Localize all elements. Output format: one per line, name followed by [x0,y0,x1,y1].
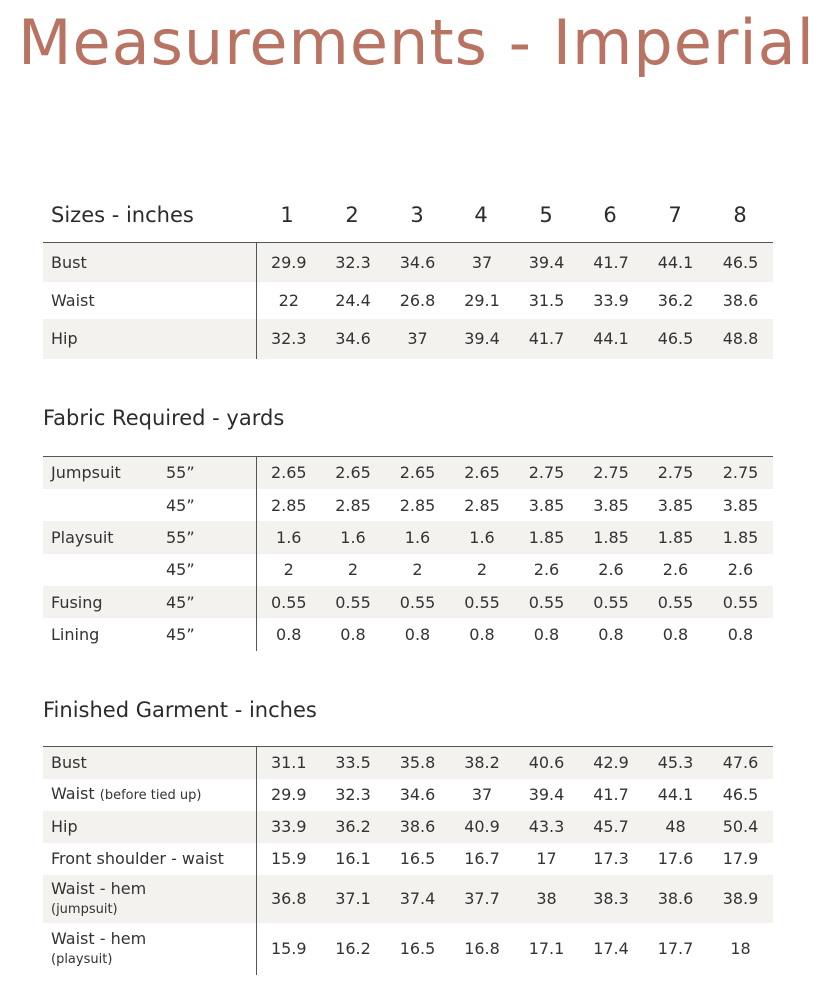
fabric-width: 45” [166,560,195,580]
table-cell: 0.8 [469,625,495,645]
table-cell: 37.7 [450,875,514,923]
table-cell: 0.55 [321,586,385,618]
row-label: Bust [43,243,256,282]
table-cell: 17.9 [722,849,759,868]
table-cell: 42.9 [579,747,643,779]
table-cell: 37 [385,319,450,359]
row-label: Jumpsuit [43,457,166,489]
table-cell: 40.9 [450,811,514,843]
table-cell: 1.6 [321,521,385,553]
size-label: 5 [539,203,553,227]
table-cell: 26.8 [399,290,436,310]
table-row [43,923,773,975]
row-label: Waist - hem [51,928,147,948]
row-label [43,554,166,586]
size-label: 3 [410,203,424,227]
table-row [43,618,773,650]
table-cell: 36.2 [321,811,385,843]
size-label: 1 [280,203,294,227]
table-cell: 34.6 [321,319,385,359]
table-cell: 16.2 [335,939,371,958]
row-label: Playsuit [43,521,166,553]
fabric-width: 45” [166,495,195,515]
table-cell: 38.2 [450,747,514,779]
table-cell: 17 [536,849,557,868]
table-cell: 16.7 [464,849,500,868]
table-cell: 2.6 [662,560,689,580]
table-cell: 0.55 [579,586,643,618]
table-cell: 38.3 [579,875,643,923]
table-cell: 16.8 [464,939,500,958]
table-cell: 2 [412,560,423,580]
table-cell: 2.85 [464,495,500,515]
row-note: (jumpsuit) [51,901,118,917]
table-cell: 32.3 [321,243,385,282]
table-cell: 31.5 [528,290,565,310]
table-cell: 2 [347,560,359,580]
table-cell: 1.85 [514,521,579,553]
fabric-width: 55” [166,457,256,489]
fabric-table [43,456,773,651]
table-cell: 33.9 [593,290,629,310]
table-row [43,243,773,282]
table-cell: 0.8 [533,625,560,645]
table-cell: 2.75 [579,457,643,489]
table-cell: 45.7 [579,811,643,843]
table-cell: 0.55 [450,586,514,618]
table-row [43,779,773,811]
table-cell: 2 [256,554,321,586]
table-cell: 0.8 [404,625,431,645]
table-cell: 3.85 [657,495,694,515]
fabric-width: 55” [166,521,256,553]
table-cell: 3.85 [593,495,629,515]
table-cell: 2.65 [385,457,450,489]
table-cell: 38.9 [708,875,773,923]
finished-garment-table [43,746,773,975]
table-cell: 16.1 [335,849,371,868]
row-label-cell [43,875,256,923]
table-cell: 16.5 [399,849,436,868]
table-cell: 3.85 [722,495,759,515]
table-cell: 2.6 [727,560,754,580]
table-cell: 44.1 [643,243,708,282]
table-cell: 40.6 [514,747,579,779]
table-cell: 15.9 [256,843,321,875]
table-cell: 18 [730,939,751,958]
table-cell: 24.4 [335,290,371,310]
row-label-cell [43,779,256,811]
table-cell: 2.75 [643,457,708,489]
size-label: 6 [603,203,617,227]
table-cell: 37.4 [385,875,450,923]
page-title: Measurements - Imperial [18,6,815,79]
row-label: Waist - hem [51,878,147,898]
fabric-heading: Fabric Required - yards [43,406,285,430]
size-label: 7 [668,203,682,227]
size-label: 2 [345,203,359,227]
table-cell: 44.1 [657,785,694,804]
row-note: (before tied up) [99,788,202,803]
table-cell: 2.65 [321,457,385,489]
table-cell: 34.6 [385,243,450,282]
table-cell: 48 [643,811,708,843]
table-cell: 2.65 [450,457,514,489]
row-label-cell [43,747,256,779]
fabric-width: 45” [166,625,195,645]
table-cell: 0.55 [643,586,708,618]
table-cell: 39.4 [514,243,579,282]
table-cell: 0.55 [708,586,773,618]
table-row [43,521,773,553]
table-row [43,457,773,489]
table-cell: 2.85 [256,489,321,521]
table-cell: 46.5 [643,319,708,359]
row-label: Hip [51,817,78,836]
sizes-header-row [0,203,815,233]
row-label-cell [43,923,256,975]
table-cell: 2 [476,560,488,580]
row-label: Fusing [43,586,166,618]
table-cell: 17.1 [528,939,565,958]
table-cell: 29.1 [464,290,500,310]
table-row [43,554,773,586]
table-cell: 0.55 [514,586,579,618]
table-row [43,489,773,521]
table-cell: 46.5 [722,785,759,804]
table-cell: 17.3 [593,849,629,868]
row-label: Waist [51,784,95,803]
table-cell: 41.7 [593,785,629,804]
table-cell: 33.9 [256,811,321,843]
row-label: Lining [51,625,100,645]
table-cell: 37 [450,243,514,282]
table-cell: 17.4 [593,939,629,958]
table-cell: 2.6 [598,560,624,580]
table-cell: 0.8 [727,625,754,645]
row-label: Bust [51,753,87,773]
table-row [43,282,773,319]
table-cell: 38.6 [643,875,708,923]
row-label-cell [43,843,256,875]
table-cell: 32.3 [256,319,321,359]
table-cell: 1.6 [385,521,450,553]
table-cell: 29.9 [256,243,321,282]
table-cell: 48.8 [708,319,773,359]
table-cell: 39.4 [450,319,514,359]
size-label: 8 [733,203,747,227]
table-cell: 2.65 [256,457,321,489]
table-cell: 17.6 [657,849,694,868]
table-row [43,875,773,923]
row-label [43,489,166,521]
table-cell: 2.75 [708,457,773,489]
table-cell: 0.8 [598,625,624,645]
table-cell: 2.85 [335,495,371,515]
row-note: (playsuit) [51,951,113,967]
table-cell: 0.55 [256,586,321,618]
table-cell: 38.6 [722,290,759,310]
table-cell: 2.85 [399,495,436,515]
table-cell: 32.3 [335,785,371,804]
table-cell: 2.75 [514,457,579,489]
table-cell: 17.7 [657,939,694,958]
table-cell: 43.3 [514,811,579,843]
table-cell: 36.2 [657,290,694,310]
table-cell: 0.8 [662,625,689,645]
table-cell: 46.5 [708,243,773,282]
size-label: 4 [474,203,488,227]
table-cell: 0.8 [256,618,321,650]
table-cell: 38 [514,875,579,923]
table-cell: 1.85 [643,521,708,553]
body-measurements-table [43,242,773,359]
row-label: Hip [43,319,256,359]
row-label: Waist [51,290,95,310]
table-cell: 0.55 [385,586,450,618]
table-cell: 47.6 [708,747,773,779]
table-cell: 41.7 [514,319,579,359]
table-cell: 37 [471,785,493,804]
table-cell: 0.8 [340,625,366,645]
table-row [43,319,773,359]
table-cell: 41.7 [579,243,643,282]
table-cell: 50.4 [708,811,773,843]
table-cell: 31.1 [256,747,321,779]
fabric-width: 45” [166,586,256,618]
table-cell: 1.85 [579,521,643,553]
table-cell: 15.9 [256,923,321,975]
table-row [43,586,773,618]
table-cell: 45.3 [643,747,708,779]
table-row [43,811,773,843]
table-cell: 1.85 [708,521,773,553]
table-cell: 2.6 [533,560,560,580]
table-cell: 1.6 [256,521,321,553]
sizes-header: Sizes - inches [51,203,194,227]
table-row [43,747,773,779]
table-cell: 39.4 [528,785,565,804]
row-label-cell [43,811,256,843]
table-row [43,843,773,875]
table-cell: 34.6 [399,785,436,804]
finished-heading: Finished Garment - inches [43,698,317,722]
table-cell: 37.1 [321,875,385,923]
row-label: Front shoulder - waist [51,849,224,868]
table-cell: 16.5 [399,939,436,958]
table-cell: 3.85 [528,495,565,515]
table-cell: 38.6 [385,811,450,843]
table-cell: 1.6 [450,521,514,553]
table-cell: 33.5 [321,747,385,779]
table-cell: 35.8 [385,747,450,779]
table-cell: 44.1 [579,319,643,359]
table-cell: 22 [256,282,321,319]
table-cell: 36.8 [256,875,321,923]
table-cell: 29.9 [256,779,321,811]
